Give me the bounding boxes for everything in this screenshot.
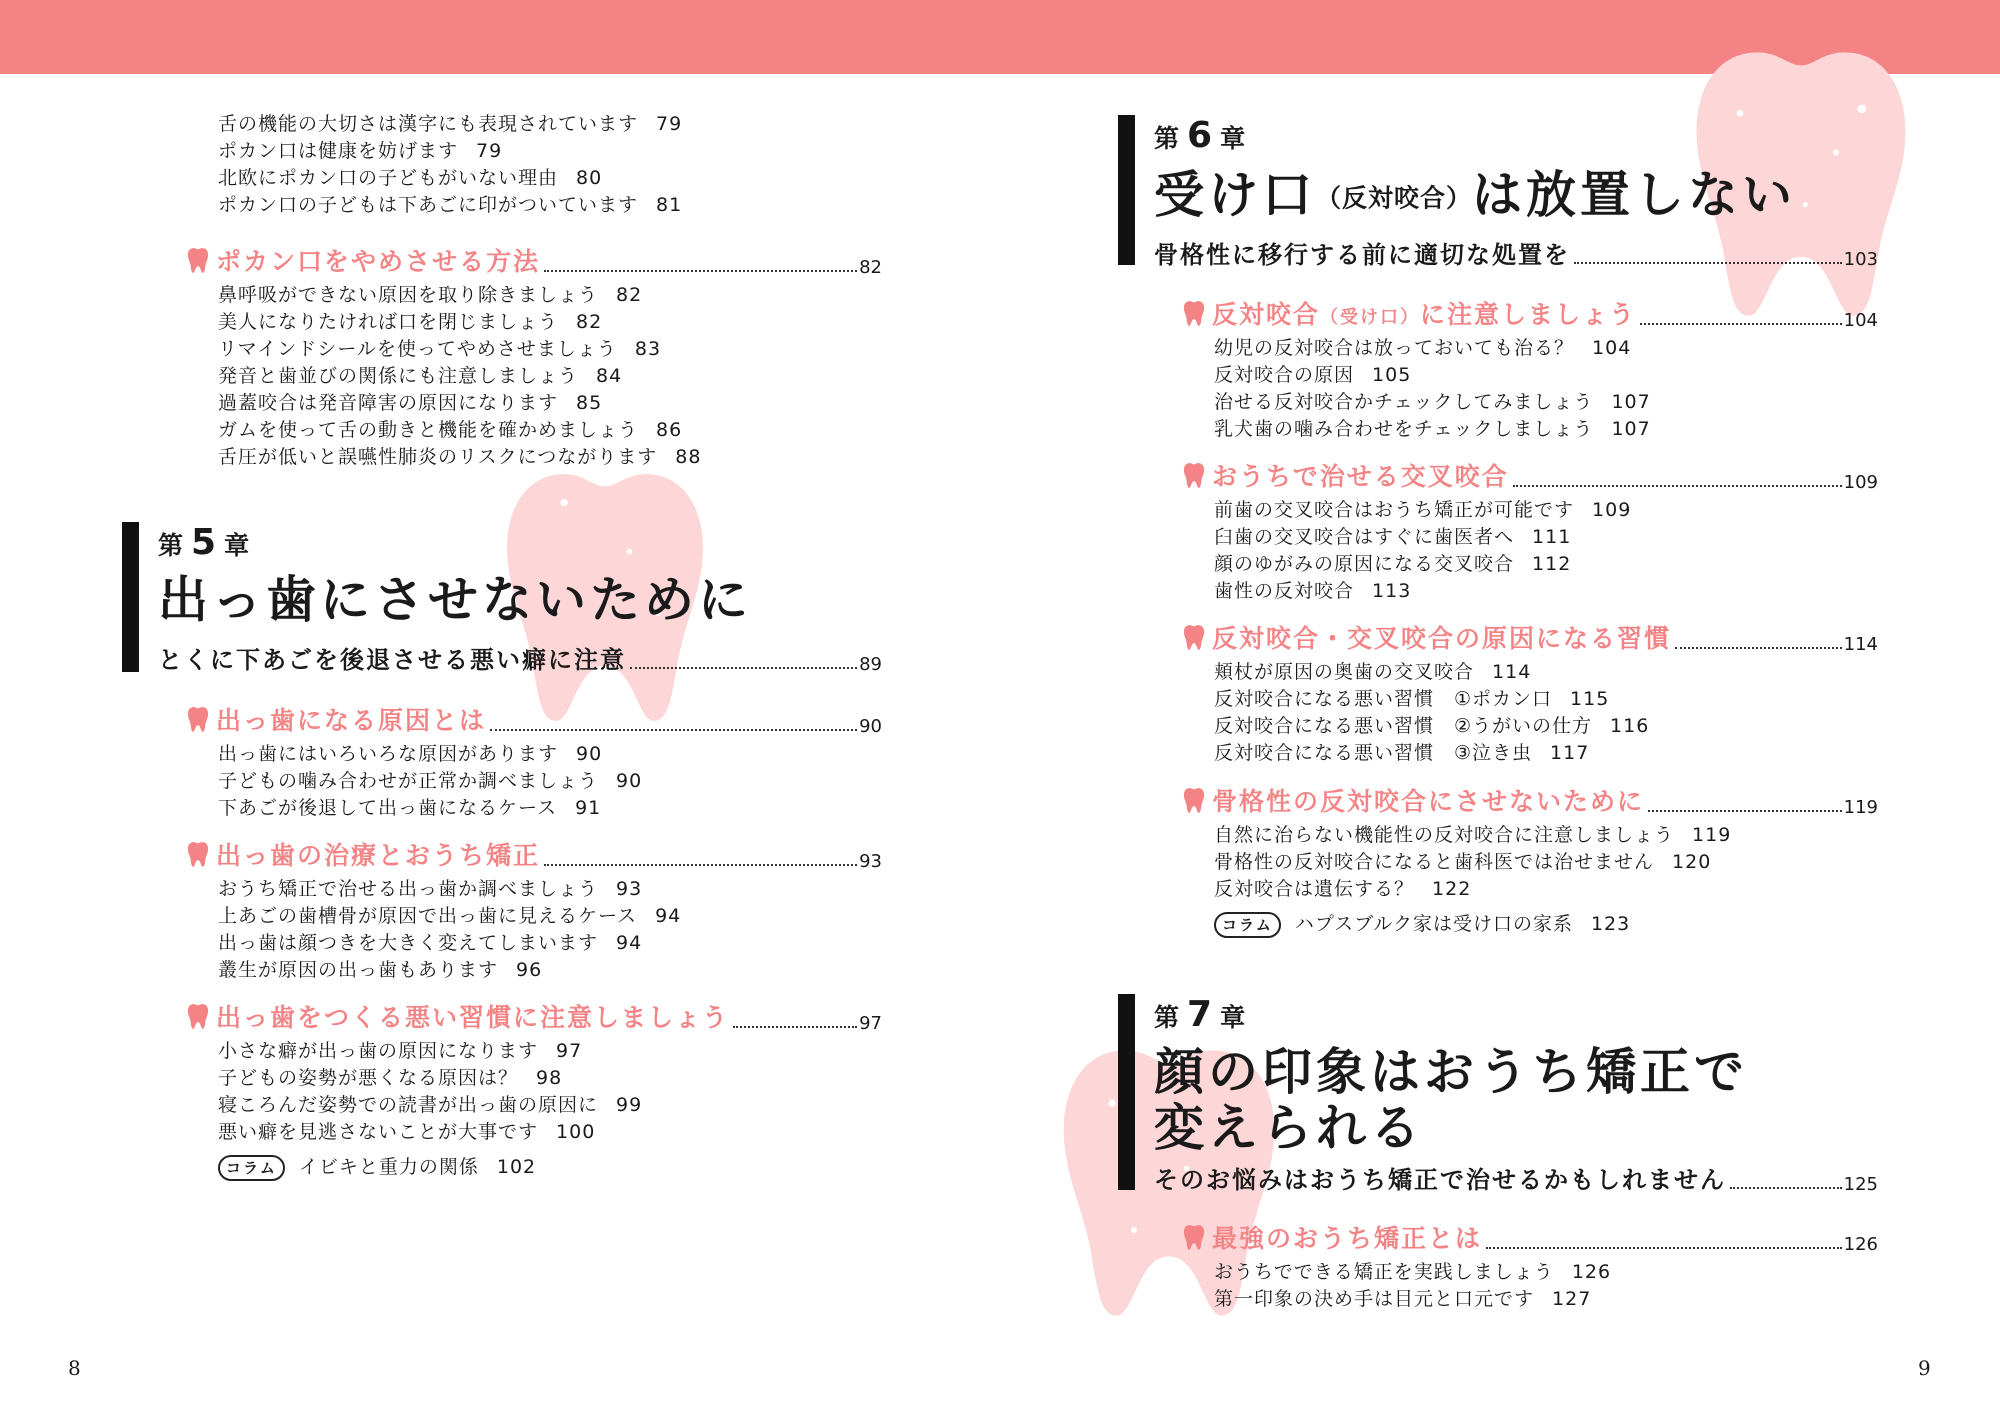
chapter-title: 顔の印象はおうち矯正で 変えられる (1154, 1043, 1748, 1157)
list-item: ポカン口の子どもは下あごに印がついています 81 (218, 194, 683, 216)
tooth-icon (1182, 300, 1206, 327)
section-crossbite (1182, 285, 1878, 443)
chapter-bar (1118, 994, 1135, 1190)
column-badge: コラム (1214, 912, 1281, 938)
list-item: 子どもの姿勢が悪くなる原因は？ 98 (218, 1067, 563, 1089)
chapter-title: 受け口（反対咬合）は放置しない (1154, 166, 1797, 224)
leader-dots (1513, 485, 1842, 487)
section-pokan (186, 232, 882, 471)
column-entry (218, 1154, 882, 1181)
section-heading (1182, 1219, 1878, 1255)
list-item: 骨格性の反対咬合になると歯科医では治せません 120 (1214, 851, 1712, 873)
list-item: ポカン口は健康を妨げます 79 (218, 140, 503, 162)
list-item: 反対咬合になる悪い習慣 ①ポカン口 115 (1214, 688, 1610, 710)
section-heading (186, 836, 882, 872)
section-title: 反対咬合・交叉咬合の原因になる習慣 (1212, 624, 1672, 653)
chapter-5-heading (122, 522, 882, 675)
chapter-title: 出っ歯にさせないために (158, 571, 752, 629)
list-item: 悪い癖を見逃さないことが大事です 100 (218, 1121, 596, 1143)
chapter-7-heading (1118, 994, 1878, 1195)
leader-dots (1640, 323, 1842, 325)
list-item: リマインドシールを使ってやめさせましょう 83 (218, 338, 662, 360)
section-treatment (186, 826, 882, 984)
list-item: おうち矯正で治せる出っ歯か調べましょう 93 (218, 878, 643, 900)
tooth-icon (1182, 624, 1206, 651)
section-title: 出っ歯をつくる悪い習慣に注意しましょう (216, 1003, 730, 1032)
section-title: ポカン口をやめさせる方法 (216, 247, 541, 276)
list-item: 自然に治らない機能性の反対咬合に注意しましょう 119 (1214, 824, 1732, 846)
section-title: 骨格性の反対咬合にさせないために (1212, 787, 1645, 816)
chapter-label: 第 5 章 (158, 522, 250, 563)
section-heading (186, 701, 882, 737)
section-heading (1182, 295, 1878, 331)
section-causes (186, 691, 882, 822)
list-item: 舌の機能の大切さは漢字にも表現されています 79 (218, 113, 683, 135)
page-number: 119 (1843, 797, 1878, 818)
leader-dots (1730, 1187, 1842, 1189)
page-number: 123 (1590, 913, 1631, 935)
leader-dots (490, 729, 857, 731)
chapter-6-heading (1118, 115, 1878, 270)
list-item: 小さな癖が出っ歯の原因になります 97 (218, 1040, 583, 1062)
section-heading (186, 998, 882, 1034)
page-number: 104 (1843, 310, 1878, 331)
list-item: 前歯の交叉咬合はおうち矯正が可能です 109 (1214, 499, 1632, 521)
section-heading (186, 242, 882, 278)
section-skeletal (1182, 772, 1878, 938)
page-number: 102 (496, 1156, 537, 1178)
list-item: 反対咬合の原因 105 (1214, 364, 1412, 386)
page-number-right: 9 (1918, 1356, 1931, 1380)
column-title: ハプスブルク家は受け口の家系 (1294, 913, 1573, 935)
tooth-icon (186, 706, 210, 733)
tooth-icon (186, 1003, 210, 1030)
leader-dots (544, 864, 857, 866)
tooth-icon (1182, 1224, 1206, 1251)
list-item: ガムを使って舌の動きと機能を確かめましょう 86 (218, 419, 683, 441)
section-title: おうちで治せる交叉咬合 (1212, 462, 1509, 491)
list-item: 美人になりたければ口を閉じましょう 82 (218, 311, 603, 333)
section-title: 最強のおうち矯正とは (1212, 1224, 1483, 1253)
page-number: 109 (1843, 472, 1878, 493)
list-item: 幼児の反対咬合は放っておいても治る？ 104 (1214, 337, 1632, 359)
tooth-icon (1182, 787, 1206, 814)
leader-dots (630, 667, 857, 669)
chapter-label: 第 7 章 (1154, 994, 1246, 1035)
list-item: 歯性の反対咬合 113 (1214, 580, 1412, 602)
section-title: 出っ歯になる原因とは (216, 706, 487, 735)
list-item: 反対咬合になる悪い習慣 ②うがいの仕方 116 (1214, 715, 1650, 737)
list-item: 下あごが後退して出っ歯になるケース 91 (218, 797, 602, 819)
list-item: 治せる反対咬合かチェックしてみましょう 107 (1214, 391, 1651, 413)
list-item: 出っ歯にはいろいろな原因があります 90 (218, 743, 603, 765)
list-item: 臼歯の交叉咬合はすぐに歯医者へ 111 (1214, 526, 1572, 548)
left-toc-top (218, 111, 884, 219)
section-title: 反対咬合（受け口）に注意しましょう (1212, 300, 1637, 329)
chapter-bar (1118, 115, 1135, 265)
list-item: 頬杖が原因の奥歯の交叉咬合 114 (1214, 661, 1532, 683)
page-number: 97 (859, 1013, 882, 1034)
list-item: 過蓋咬合は発音障害の原因になります 85 (218, 392, 603, 414)
leader-dots (1574, 262, 1842, 264)
list-item: 叢生が原因の出っ歯もあります 96 (218, 959, 543, 981)
list-item: 乳犬歯の噛み合わせをチェックしましょう 107 (1214, 418, 1651, 440)
page-number: 114 (1843, 634, 1878, 655)
tooth-icon (186, 247, 210, 274)
section-strongest (1182, 1209, 1878, 1313)
list-item: 出っ歯は顔つきを大きく変えてしまいます 94 (218, 932, 643, 954)
list-item: 反対咬合になる悪い習慣 ③泣き虫 117 (1214, 742, 1590, 764)
leader-dots (1486, 1247, 1842, 1249)
page-number: 82 (859, 257, 882, 278)
section-habits (186, 988, 882, 1181)
list-item: 第一印象の決め手は目元と口元です 127 (1214, 1288, 1592, 1310)
leader-dots (1675, 647, 1842, 649)
tooth-icon (1182, 462, 1206, 489)
leader-dots (733, 1026, 857, 1028)
chapter-subtitle: 骨格性に移行する前に適切な処置を 103 (1154, 241, 1878, 270)
list-item: 寝ころんだ姿勢での読書が出っ歯の原因に 99 (218, 1094, 643, 1116)
list-item: 舌圧が低いと誤嚥性肺炎のリスクにつながります 88 (218, 446, 702, 468)
tooth-icon (186, 841, 210, 868)
column-title: イビキと重力の関係 (298, 1156, 479, 1178)
section-home-crossbite (1182, 447, 1878, 605)
chapter-bar (122, 522, 139, 672)
list-item: 上あごの歯槽骨が原因で出っ歯に見えるケース 94 (218, 905, 682, 927)
list-item: 発音と歯並びの関係にも注意しましょう 84 (218, 365, 623, 387)
page-number: 93 (859, 851, 882, 872)
section-habit-causes (1182, 609, 1878, 767)
list-item: 北欧にポカン口の子どもがいない理由 80 (218, 167, 603, 189)
leader-dots (1648, 810, 1842, 812)
list-item: 反対咬合は遺伝する？ 122 (1214, 878, 1472, 900)
leader-dots (544, 270, 857, 272)
section-heading (1182, 782, 1878, 818)
list-item: 子どもの噛み合わせが正常か調べましょう 90 (218, 770, 643, 792)
list-item: 顔のゆがみの原因になる交叉咬合 112 (1214, 553, 1572, 575)
column-entry (1214, 911, 1878, 938)
section-title: 出っ歯の治療とおうち矯正 (216, 841, 541, 870)
list-item: 鼻呼吸ができない原因を取り除きましょう 82 (218, 284, 643, 306)
list-item: おうちでできる矯正を実践しましょう 126 (1214, 1261, 1612, 1283)
chapter-subtitle: とくに下あごを後退させる悪い癖に注意 89 (158, 646, 882, 675)
page-number: 90 (859, 716, 882, 737)
section-heading (1182, 619, 1878, 655)
column-badge: コラム (218, 1155, 285, 1181)
page-number: 126 (1843, 1234, 1878, 1255)
chapter-label: 第 6 章 (1154, 115, 1246, 156)
chapter-subtitle: そのお悩みはおうち矯正で治せるかもしれません 125 (1154, 1166, 1878, 1195)
section-heading (1182, 457, 1878, 493)
page-number-left: 8 (68, 1356, 81, 1380)
